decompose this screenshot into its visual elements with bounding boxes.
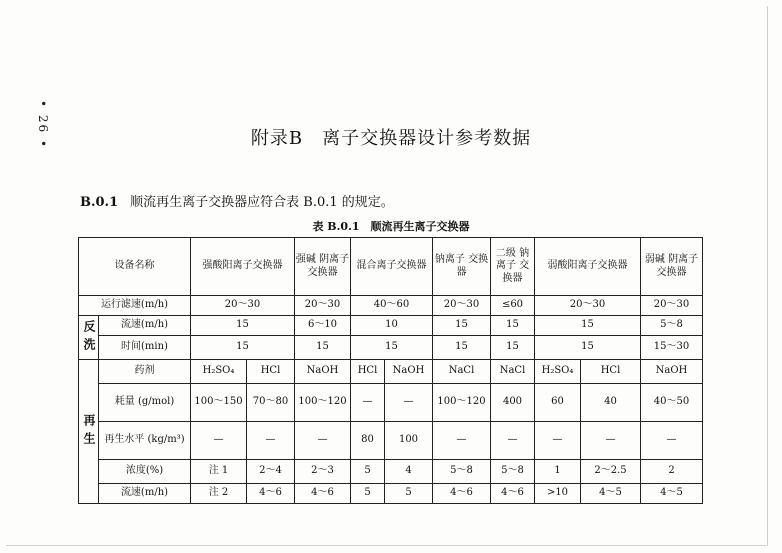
- table-cell: 5: [385, 484, 433, 504]
- table-cell: 4～6: [247, 484, 295, 504]
- row-label: 再生水平 (kg/m³): [99, 422, 191, 460]
- table-cell: 2～3: [295, 460, 351, 484]
- row-regen-level: [79, 422, 703, 460]
- page-number: • 26 •: [36, 100, 50, 150]
- table-cell: 2～2.5: [581, 460, 641, 484]
- table-cell: 注 2: [191, 484, 247, 504]
- table-cell: 15: [191, 316, 295, 336]
- table-cell: 4: [385, 460, 433, 484]
- table-cell: —: [491, 422, 535, 460]
- table-cell: H₂SO₄: [191, 360, 247, 384]
- table-cell: 15: [535, 336, 641, 360]
- scan-edge-right: [767, 6, 768, 546]
- table-cell: 1: [535, 460, 581, 484]
- table-cell: 15: [351, 336, 433, 360]
- table-cell: NaOH: [295, 360, 351, 384]
- table-cell: —: [191, 422, 247, 460]
- table-cell: HCl: [247, 360, 295, 384]
- table-cell: 20～30: [641, 296, 703, 316]
- appendix-title: 附录B 离子交换器设计参考数据: [250, 128, 532, 149]
- table-cell: 60: [535, 384, 581, 422]
- table-cell: 40～60: [351, 296, 433, 316]
- table-cell: 4～6: [433, 484, 491, 504]
- header-mixed-bed: 混合离子交换器: [351, 238, 433, 296]
- table-cell: 100～150: [191, 384, 247, 422]
- table-cell: ≤60: [491, 296, 535, 316]
- table-cell: NaOH: [385, 360, 433, 384]
- table-cell: 100: [385, 422, 433, 460]
- table-cell: NaCl: [491, 360, 535, 384]
- table-cell: 5: [351, 484, 385, 504]
- row-concentration: [79, 460, 703, 484]
- row-label: 运行滤速(m/h): [79, 296, 191, 316]
- clause-body: 顺流再生离子交换器应符合表 B.0.1 的规定。: [130, 195, 394, 210]
- table-cell: 15: [491, 316, 535, 336]
- row-label: 流速(m/h): [99, 484, 191, 504]
- header-weak-base-anion: 弱碱 阴离子 交换器: [641, 238, 703, 296]
- row-label: 药剂: [99, 360, 191, 384]
- table-cell: NaOH: [641, 360, 703, 384]
- ion-exchanger-table: [78, 237, 703, 504]
- table-cell: 6～10: [295, 316, 351, 336]
- header-weak-acid-cation: 弱酸阳离子交换器: [535, 238, 641, 296]
- table-cell: 4～6: [491, 484, 535, 504]
- table-cell: —: [295, 422, 351, 460]
- row-reagent: [79, 360, 703, 384]
- header-strong-base-anion: 强碱 阴离子 交换器: [295, 238, 351, 296]
- table-cell: 4～5: [581, 484, 641, 504]
- table-cell: —: [535, 422, 581, 460]
- header-strong-acid-cation: 强酸阳离子交换器: [191, 238, 295, 296]
- table-cell: 100～120: [433, 384, 491, 422]
- table-cell: 5～8: [491, 460, 535, 484]
- table-cell: —: [351, 384, 385, 422]
- header-device-name: 设备名称: [79, 238, 191, 296]
- table-cell: 20～30: [433, 296, 491, 316]
- row-regen-flow: [79, 484, 703, 504]
- table-cell: 5: [351, 460, 385, 484]
- table-caption: 表 B.0.1 顺流再生离子交换器: [312, 220, 470, 233]
- table-cell: 40～50: [641, 384, 703, 422]
- table-cell: 80: [351, 422, 385, 460]
- table-cell: 20～30: [191, 296, 295, 316]
- table-cell: 15: [491, 336, 535, 360]
- row-backwash-flow: [79, 316, 703, 336]
- table-cell: 4～6: [295, 484, 351, 504]
- table-cell: 20～30: [535, 296, 641, 316]
- table-cell: 400: [491, 384, 535, 422]
- table-cell: >10: [535, 484, 581, 504]
- group-label-backwash: 反洗: [79, 316, 99, 360]
- table-cell: 2: [641, 460, 703, 484]
- row-label: 流速(m/h): [99, 316, 191, 336]
- scan-edge-bottom: [6, 545, 766, 546]
- table-cell: 20～30: [295, 296, 351, 316]
- table-cell: 4～5: [641, 484, 703, 504]
- table-cell: 15～30: [641, 336, 703, 360]
- row-label: 浓度(%): [99, 460, 191, 484]
- header-row: [79, 238, 703, 296]
- table-cell: 70～80: [247, 384, 295, 422]
- table-cell: —: [247, 422, 295, 460]
- row-operating-velocity: [79, 296, 703, 316]
- header-secondary-sodium: 二级 钠离子 交换器: [491, 238, 535, 296]
- table-cell: 15: [295, 336, 351, 360]
- table-cell: 15: [433, 336, 491, 360]
- table-cell: —: [433, 422, 491, 460]
- row-label: 耗量 (g/mol): [99, 384, 191, 422]
- table-cell: 15: [433, 316, 491, 336]
- header-sodium: 钠离子 交换器: [433, 238, 491, 296]
- table-cell: HCl: [581, 360, 641, 384]
- table-cell: 40: [581, 384, 641, 422]
- row-label: 时间(min): [99, 336, 191, 360]
- table-cell: HCl: [351, 360, 385, 384]
- table-cell: 15: [191, 336, 295, 360]
- table-cell: 注 1: [191, 460, 247, 484]
- table-cell: —: [641, 422, 703, 460]
- clause-number: B.0.1: [80, 195, 119, 210]
- table-cell: NaCl: [433, 360, 491, 384]
- table-cell: 5～8: [641, 316, 703, 336]
- table-cell: —: [385, 384, 433, 422]
- row-backwash-time: [79, 336, 703, 360]
- table-cell: 10: [351, 316, 433, 336]
- table-cell: —: [581, 422, 641, 460]
- table-cell: 100～120: [295, 384, 351, 422]
- table-cell: 5～8: [433, 460, 491, 484]
- table-cell: 2～4: [247, 460, 295, 484]
- table-cell: H₂SO₄: [535, 360, 581, 384]
- row-consumption: [79, 384, 703, 422]
- clause-text: [80, 191, 394, 210]
- table-cell: 15: [535, 316, 641, 336]
- group-label-regeneration: 再生: [79, 360, 99, 504]
